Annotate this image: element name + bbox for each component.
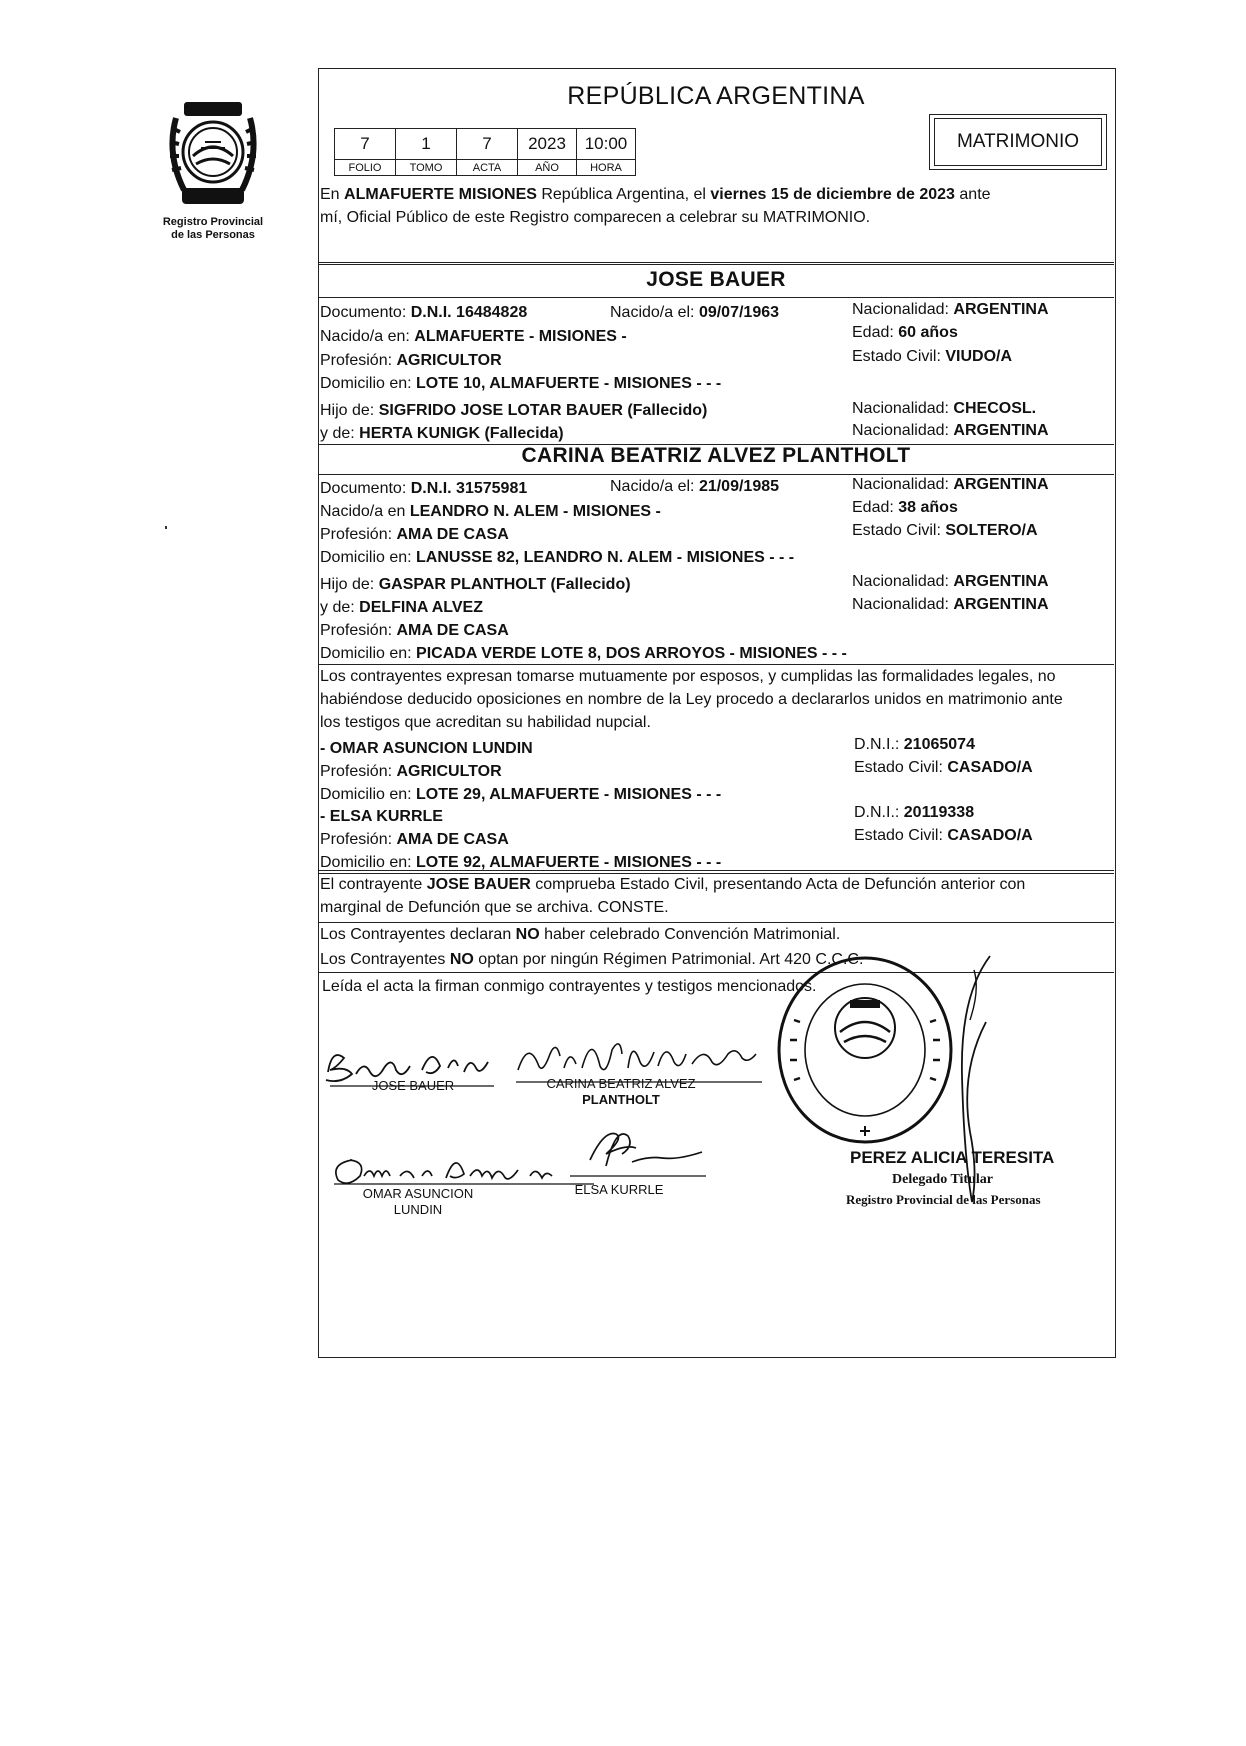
witness1-civil-status: Estado Civil: CASADO/A [854, 759, 1033, 776]
intro-place: ALMAFUERTE MISIONES [344, 186, 537, 203]
divider [318, 297, 1114, 298]
intro-pre: En [320, 186, 345, 203]
witness2-dni: D.N.I.: 20119338 [854, 804, 975, 821]
groom-name: JOSE BAUER [646, 268, 786, 291]
act-type-badge: MATRIMONIO [934, 118, 1102, 166]
divider [318, 922, 1114, 923]
bride-document: Documento: D.N.I. 31575981 [320, 480, 528, 497]
witness1-profession: Profesión: AGRICULTOR [320, 763, 502, 780]
witness1-dni: D.N.I.: 21065074 [854, 736, 975, 753]
bride-father-nationality: Nacionalidad: ARGENTINA [852, 573, 1049, 590]
official-role: Delegado Titular [892, 1172, 993, 1187]
bride-mother-address: Domicilio en: PICADA VERDE LOTE 8, DOS ARROYOS - MISIONES - - - [320, 645, 847, 662]
bride-signature-label [526, 1076, 716, 1108]
folio-value: 7 [335, 129, 396, 160]
declaration-line2: habiéndose deducido oposiciones en nombre de la Ley procedo a declararlos unidos en matrimonio ante [320, 691, 1063, 708]
anio-label: AÑO [518, 160, 577, 176]
witness2-civil-status: Estado Civil: CASADO/A [854, 827, 1033, 844]
groom-father: Hijo de: SIGFRIDO JOSE LOTAR BAUER (Fallecido) [320, 402, 708, 419]
emblem-caption-line2: de las Personas [171, 229, 255, 241]
witness2-signature [570, 1120, 710, 1191]
intro-line1 [320, 184, 991, 206]
speck-mark [165, 526, 167, 529]
divider [318, 264, 1114, 265]
official-name: PEREZ ALICIA TERESITA [850, 1148, 1055, 1167]
hora-label: HORA [577, 160, 636, 176]
bride-nationality: Nacionalidad: ARGENTINA [852, 476, 1049, 493]
declaration-line1: Los contrayentes expresan tomarse mutuamente por esposos, y cumplidas las formalidades legales, no [320, 668, 1056, 685]
misiones-emblem-logo [160, 98, 266, 210]
official-office: Registro Provincial de las Personas [846, 1192, 1041, 1207]
official-seal [770, 950, 960, 1150]
witness1-name: - OMAR ASUNCION LUNDIN [320, 740, 533, 757]
declaration-line3: los testigos que acreditan su habilidad nupcial. [320, 714, 651, 731]
bride-birth-date: Nacido/a el: 21/09/1985 [610, 478, 780, 495]
divider [318, 664, 1114, 665]
bride-civil-status: Estado Civil: SOLTERO/A [852, 522, 1038, 539]
civil-status-note-line2: marginal de Defunción que se archiva. CONSTE. [320, 899, 669, 916]
civil-status-note-line1: El contrayente JOSE BAUER comprueba Estado Civil, presentando Acta de Defunción anterior con [320, 876, 1026, 893]
bride-address: Domicilio en: LANUSSE 82, LEANDRO N. ALEM - MISIONES - - - [320, 549, 795, 566]
tomo-label: TOMO [396, 160, 457, 176]
intro-line2: mí, Oficial Público de este Registro comparecen a celebrar su MATRIMONIO. [320, 209, 871, 226]
acta-value: 7 [457, 129, 518, 160]
bride-name: CARINA BEATRIZ ALVEZ PLANTHOLT [521, 444, 911, 467]
folio-label: FOLIO [335, 160, 396, 176]
intro-post: ante [954, 186, 991, 203]
groom-signature-label: JOSE BAUER [371, 1078, 455, 1093]
witness1-signature-label [348, 1186, 488, 1218]
groom-address: Domicilio en: LOTE 10, ALMAFUERTE - MISIONES - - - [320, 375, 722, 392]
intro-date: viernes 15 de diciembre de 2023 [710, 186, 955, 203]
groom-age: Edad: 60 años [852, 324, 958, 341]
emblem-caption-line1: Registro Provincial [162, 216, 264, 228]
folio-table [334, 128, 636, 176]
bride-mother-profession: Profesión: AMA DE CASA [320, 622, 509, 639]
document-title: REPÚBLICA ARGENTINA [567, 82, 865, 110]
witness2-name: - ELSA KURRLE [320, 808, 443, 825]
witness1-signature-label-line1: OMAR ASUNCION [362, 1186, 474, 1201]
bride-father: Hijo de: GASPAR PLANTHOLT (Fallecido) [320, 576, 631, 593]
groom-document: Documento: D.N.I. 16484828 [320, 304, 528, 321]
witness2-signature-label: ELSA KURRLE [574, 1182, 664, 1197]
bride-signature-label-line2: PLANTHOLT [582, 1092, 660, 1107]
groom-mother: y de: HERTA KUNIGK (Fallecida) [320, 425, 564, 442]
groom-father-nationality: Nacionalidad: CHECOSL. [852, 400, 1037, 417]
bride-signature-label-line1: CARINA BEATRIZ ALVEZ [546, 1076, 696, 1091]
bride-age: Edad: 38 años [852, 499, 958, 516]
hora-value: 10:00 [577, 129, 636, 160]
witness1-signature-label-line2: LUNDIN [393, 1202, 443, 1217]
groom-civil-status: Estado Civil: VIUDO/A [852, 348, 1013, 365]
convention-line2: Los Contrayentes NO optan por ningún Régimen Patrimonial. Art 420 C.C.C. [320, 951, 864, 968]
closing-statement: Leída el acta la firman conmigo contrayentes y testigos mencionados. [322, 978, 817, 995]
divider [318, 870, 1114, 871]
witness2-profession: Profesión: AMA DE CASA [320, 831, 509, 848]
emblem-caption [140, 216, 286, 242]
groom-birth-date: Nacido/a el: 09/07/1963 [610, 304, 780, 321]
acta-label: ACTA [457, 160, 518, 176]
groom-nationality: Nacionalidad: ARGENTINA [852, 301, 1049, 318]
groom-birth-place: Nacido/a en: ALMAFUERTE - MISIONES - [320, 328, 627, 345]
bride-birth-place: Nacido/a en LEANDRO N. ALEM - MISIONES - [320, 503, 661, 520]
convention-line1: Los Contrayentes declaran NO haber celebrado Convención Matrimonial. [320, 926, 841, 943]
witness1-address: Domicilio en: LOTE 29, ALMAFUERTE - MISIONES - - - [320, 786, 722, 803]
groom-mother-nationality: Nacionalidad: ARGENTINA [852, 422, 1049, 439]
intro-mid: República Argentina, el [536, 186, 711, 203]
divider [318, 262, 1114, 263]
bride-profession: Profesión: AMA DE CASA [320, 526, 509, 543]
bride-mother-nationality: Nacionalidad: ARGENTINA [852, 596, 1049, 613]
witness2-address: Domicilio en: LOTE 92, ALMAFUERTE - MISIONES - - - [320, 854, 722, 871]
tomo-value: 1 [396, 129, 457, 160]
bride-mother: y de: DELFINA ALVEZ [320, 599, 483, 616]
anio-value: 2023 [518, 129, 577, 160]
groom-profession: Profesión: AGRICULTOR [320, 352, 502, 369]
